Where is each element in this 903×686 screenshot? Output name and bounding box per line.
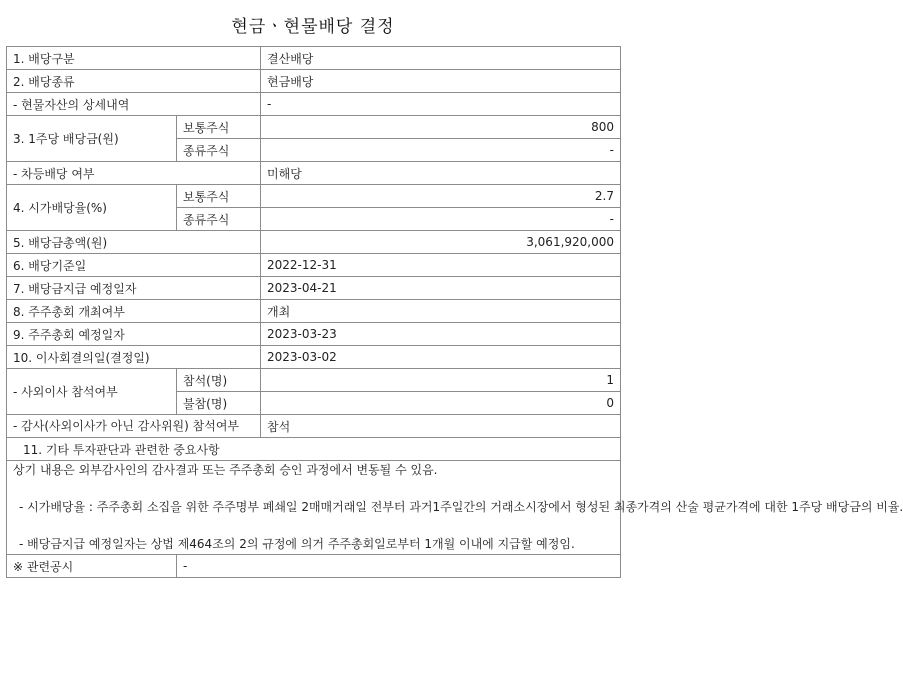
note-item-yield: - 시가배당율 : 주주총회 소집을 위한 주주명부 폐쇄일 2매매거래일 전부터 과거1주일간의 거래소시장에서 형성된 최종가격의 산술 평균가격에 대한 1주당 배당금의 비율. — [19, 500, 903, 514]
row-label: 9. 주주총회 예정일자 — [7, 323, 261, 346]
row-total-dividend — [7, 231, 621, 254]
row-value: 현금배당 — [261, 70, 621, 93]
row-value: 개최 — [261, 300, 621, 323]
row-agm-held — [7, 300, 621, 323]
row-dividend-type — [7, 47, 621, 70]
sub-label: 종류주식 — [177, 139, 261, 162]
row-agm-date — [7, 323, 621, 346]
row-dividend-kind — [7, 70, 621, 93]
row-record-date — [7, 254, 621, 277]
row-label: - 현물자산의 상세내역 — [7, 93, 261, 116]
row-auditor-attendance — [7, 415, 621, 438]
row-dps-common — [7, 116, 621, 139]
row-label: 7. 배당금지급 예정일자 — [7, 277, 261, 300]
row-label: 3. 1주당 배당금(원) — [7, 116, 177, 162]
sub-label: 불참(명) — [177, 392, 261, 415]
note-item-payment: - 배당금지급 예정일자는 상법 제464조의 2의 규정에 의거 주주총회일로부터 1개월 이내에 지급할 예정임. — [19, 537, 575, 551]
row-outside-directors-present — [7, 369, 621, 392]
row-label: ※ 관련공시 — [7, 555, 177, 578]
row-value: 결산배당 — [261, 47, 621, 70]
row-value: 0 — [261, 392, 621, 415]
row-label: 11. 기타 투자판단과 관련한 중요사항 — [7, 438, 621, 461]
row-yield-common — [7, 185, 621, 208]
dividend-decision-table — [6, 46, 903, 578]
row-related-disclosure — [7, 555, 621, 578]
row-label: 10. 이사회결의일(결정일) — [7, 346, 261, 369]
row-other-matters-header — [7, 438, 621, 461]
sub-label: 보통주식 — [177, 116, 261, 139]
row-board-date — [7, 346, 621, 369]
row-value: 2023-03-02 — [261, 346, 621, 369]
row-label: 4. 시가배당율(%) — [7, 185, 177, 231]
row-value: 2022-12-31 — [261, 254, 621, 277]
row-differential-dividend — [7, 162, 621, 185]
row-payment-date — [7, 277, 621, 300]
row-value: 참석 — [261, 415, 621, 438]
row-label: 5. 배당금총액(원) — [7, 231, 261, 254]
row-value: 3,061,920,000 — [261, 231, 621, 254]
row-value: 2023-04-21 — [261, 277, 621, 300]
notes-cell — [7, 461, 903, 555]
row-other-matters-notes — [7, 461, 621, 555]
row-value: 미해당 — [261, 162, 621, 185]
row-value: 2023-03-23 — [261, 323, 621, 346]
sub-label: 종류주식 — [177, 208, 261, 231]
row-label: - 차등배당 여부 — [7, 162, 261, 185]
row-label: - 사외이사 참석여부 — [7, 369, 177, 415]
sub-label: 참석(명) — [177, 369, 261, 392]
row-label: - 감사(사외이사가 아닌 감사위원) 참석여부 — [7, 415, 261, 438]
row-value: 1 — [261, 369, 621, 392]
row-value: 2.7 — [261, 185, 621, 208]
row-value: - — [261, 208, 621, 231]
row-value: - — [261, 93, 621, 116]
row-label: 6. 배당기준일 — [7, 254, 261, 277]
row-in-kind-details — [7, 93, 621, 116]
row-label: 1. 배당구분 — [7, 47, 261, 70]
page-title: 현금ㆍ현물배당 결정 — [231, 17, 395, 37]
note-paragraph: 상기 내용은 외부감사인의 감사결과 또는 주주총회 승인 과정에서 변동될 수 있음. — [13, 463, 438, 477]
row-value: 800 — [261, 116, 621, 139]
row-value: - — [177, 555, 621, 578]
sub-label: 보통주식 — [177, 185, 261, 208]
row-label: 2. 배당종류 — [7, 70, 261, 93]
row-value: - — [261, 139, 621, 162]
row-label: 8. 주주총회 개최여부 — [7, 300, 261, 323]
